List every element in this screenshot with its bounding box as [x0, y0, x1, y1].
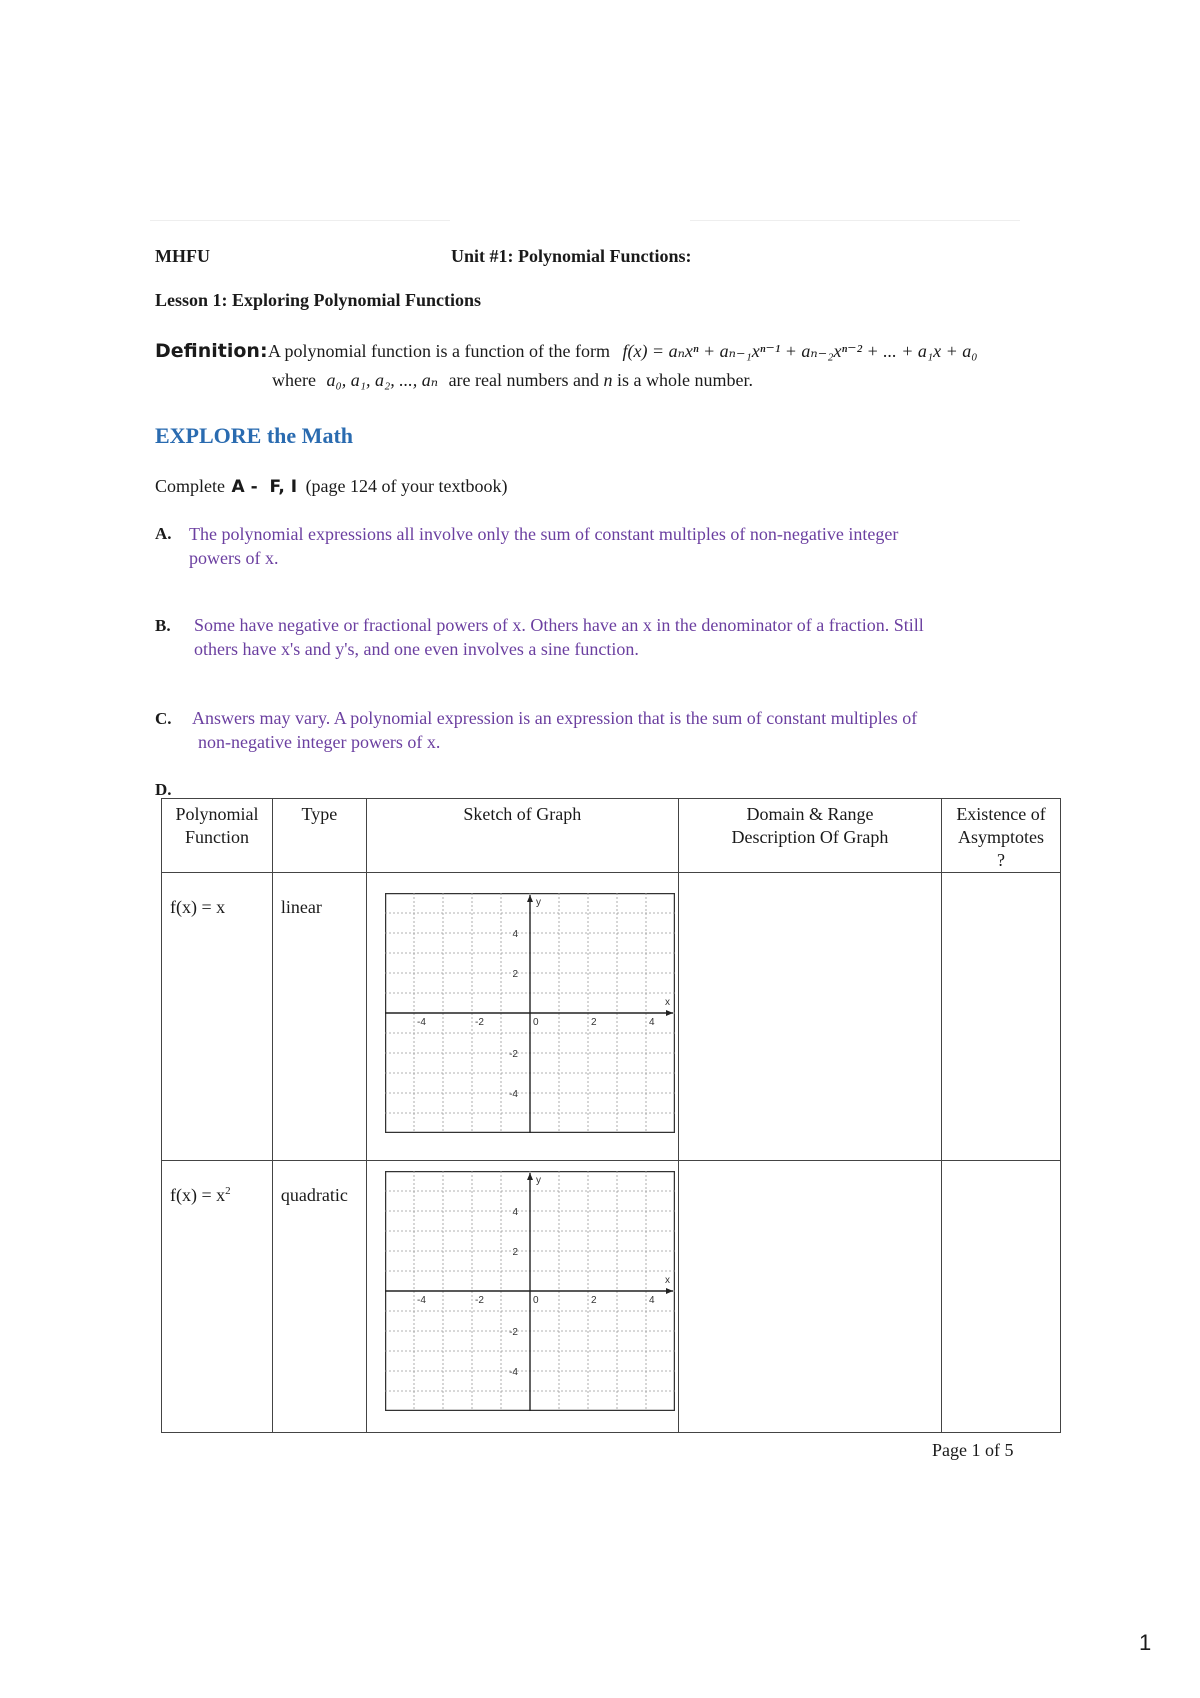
header-sketch-label: Sketch of Graph [463, 804, 582, 824]
row1-asymptotes-cell[interactable] [942, 873, 1061, 1161]
header-domain [678, 799, 941, 873]
complete-reference: (page 124 of your textbook) [305, 476, 508, 496]
row1-function: f(x) = x [170, 897, 226, 917]
answer-d-label: D. [155, 780, 172, 799]
header-type-label: Type [301, 804, 338, 824]
y-tick-label: -4 [508, 1367, 518, 1378]
x-axis-label: x [664, 1275, 670, 1286]
coefficients: a₀, a₁, a₂, ..., aₙ [326, 370, 439, 390]
x-tick-label: 2 [590, 1017, 597, 1028]
faint-rule-right [690, 220, 1020, 221]
y-tick-label: 2 [512, 969, 518, 980]
row1-domain-cell[interactable] [678, 873, 941, 1161]
complete-items: A - F, I [231, 477, 298, 497]
row1-type-cell [272, 873, 366, 1161]
answer-c-line-2: non-negative integer powers of x. [198, 732, 441, 752]
row2-type: quadratic [280, 1185, 348, 1205]
polynomial-table [161, 798, 1061, 1433]
y-tick-label: 4 [512, 929, 518, 940]
row2-domain-cell[interactable] [678, 1161, 941, 1433]
row2-type-cell [272, 1161, 366, 1433]
where-text: where [272, 370, 316, 390]
definition-end: is a whole number. [617, 370, 753, 390]
y-tick-label: -2 [508, 1327, 518, 1338]
y-axis-label: y [535, 1175, 541, 1186]
header-asym-l1: Existence of [956, 804, 1046, 824]
answer-b [194, 613, 924, 661]
x-tick-label: -4 [416, 1017, 426, 1028]
answer-b-label: B. [155, 616, 171, 635]
x-tick-label: 0 [532, 1295, 539, 1306]
header-sketch [366, 799, 678, 873]
row1-graph-grid[interactable] [385, 893, 675, 1133]
y-axis-label: y [535, 897, 541, 908]
row2-graph-grid[interactable] [385, 1171, 675, 1411]
definition-line-2 [272, 370, 753, 391]
header-domain-l1: Domain & Range [746, 804, 874, 824]
definition-rest: are real numbers and [448, 370, 599, 390]
course-code: MHFU [155, 246, 210, 266]
complete-text: Complete [155, 476, 225, 496]
header-function-l1: Polynomial [175, 804, 259, 824]
unit-title: Unit #1: Polynomial Functions: [451, 246, 692, 266]
x-tick-label: -2 [474, 1017, 484, 1028]
table-row [162, 873, 1061, 1161]
y-tick-label: -4 [508, 1089, 518, 1100]
header-asym-l3: ? [997, 850, 1006, 870]
definition-text: A polynomial function is a function of the form [268, 341, 610, 361]
x-tick-label: 4 [648, 1295, 655, 1306]
answer-a-line-1: The polynomial expressions all involve only the sum of constant multiples of non-negative integer [189, 524, 899, 544]
faint-rule-left [150, 220, 450, 221]
polynomial-formula: f(x) = aₙxⁿ + aₙ₋₁xⁿ⁻¹ + aₙ₋₂xⁿ⁻² + ... + a₁x + a₀ [622, 341, 978, 361]
explore-heading: EXPLORE the Math [155, 423, 353, 448]
row2-sketch-cell[interactable] [366, 1161, 678, 1433]
header-type [272, 799, 366, 873]
row1-sketch-cell[interactable] [366, 873, 678, 1161]
table-row [162, 1161, 1061, 1433]
answer-a-line-2: powers of x. [189, 548, 279, 568]
header-asym-l2: Asymptotes [958, 827, 1045, 847]
row1-function-cell [162, 873, 273, 1161]
row2-function-cell [162, 1161, 273, 1433]
corner-page-number: 1 [1139, 1630, 1152, 1655]
y-tick-label: -2 [508, 1049, 518, 1060]
header-function-l2: Function [184, 827, 249, 847]
n-variable: n [603, 370, 613, 390]
header-domain-l2: Description Of Graph [731, 827, 889, 847]
answer-b-line-1: Some have negative or fractional powers of x. Others have an x in the denominator of a fraction. Still [194, 615, 924, 635]
definition-label: Definition: [155, 340, 268, 362]
answer-a-label: A. [155, 524, 172, 543]
y-tick-label: 4 [512, 1207, 518, 1218]
definition-line-1 [268, 341, 978, 362]
y-tick-label: 2 [512, 1247, 518, 1258]
row1-type: linear [280, 897, 322, 917]
x-tick-label: -2 [474, 1295, 484, 1306]
row2-function-base: f(x) = x [170, 1185, 226, 1205]
lesson-title: Lesson 1: Exploring Polynomial Functions [155, 290, 482, 310]
row2-asymptotes-cell[interactable] [942, 1161, 1061, 1433]
page-number: Page 1 of 5 [932, 1440, 1014, 1460]
row2-function-exponent: 2 [225, 1185, 231, 1197]
header-function [162, 799, 273, 873]
complete-instruction [155, 476, 508, 497]
row2-function [162, 1161, 272, 1206]
header-asymptotes [942, 799, 1061, 873]
x-tick-label: 0 [532, 1017, 539, 1028]
answer-c [192, 706, 917, 754]
answer-a [189, 522, 898, 570]
x-tick-label: 4 [648, 1017, 655, 1028]
x-tick-label: -4 [416, 1295, 426, 1306]
table-header-row [162, 799, 1061, 873]
answer-c-label: C. [155, 709, 172, 728]
answer-c-line-1: Answers may vary. A polynomial expression is an expression that is the sum of constant multiples of [192, 708, 918, 728]
x-axis-label: x [664, 997, 670, 1008]
answer-b-line-2: others have x's and y's, and one even involves a sine function. [194, 639, 639, 659]
x-tick-label: 2 [590, 1295, 597, 1306]
